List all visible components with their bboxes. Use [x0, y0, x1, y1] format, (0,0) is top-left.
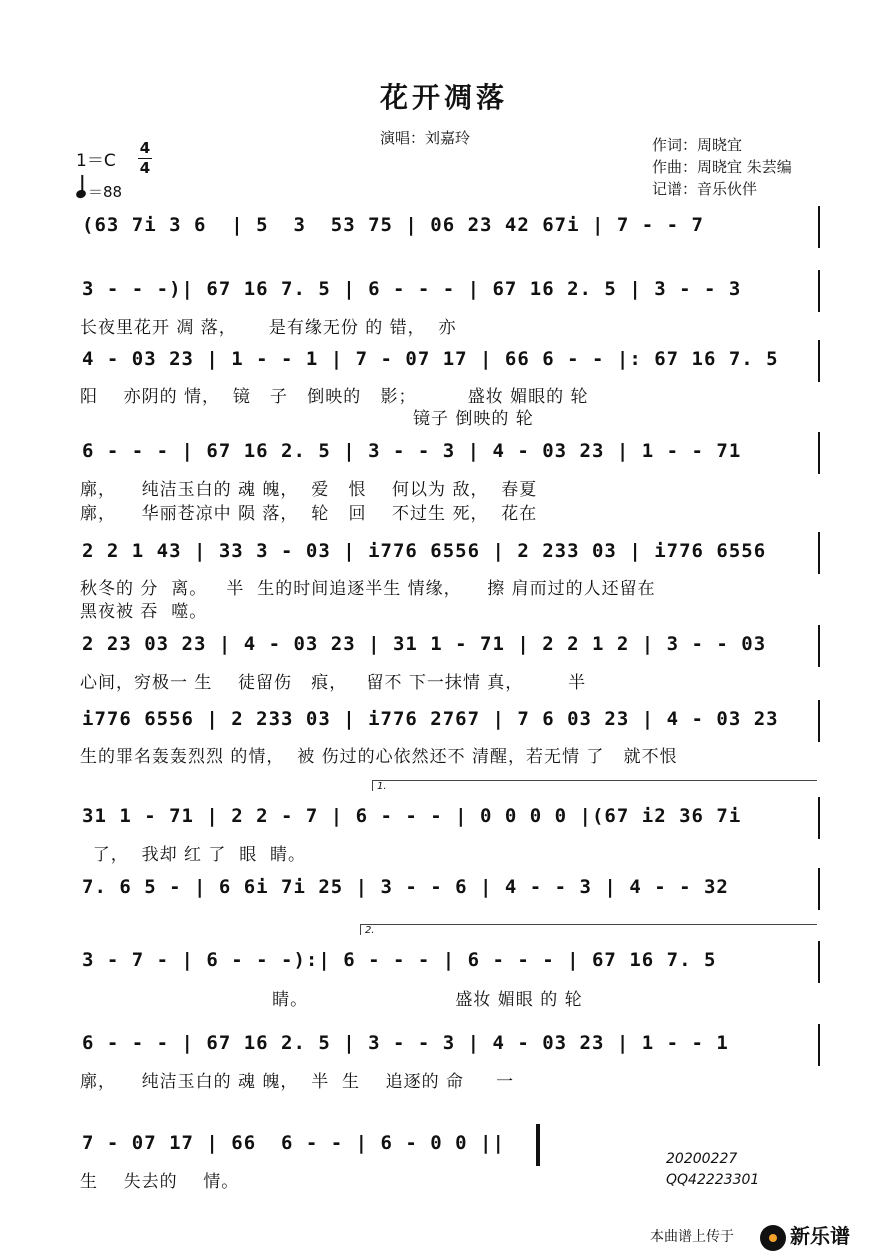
lyric-line: 镜子 倒映的 轮	[80, 409, 534, 429]
barline	[818, 432, 820, 474]
lyric-line: 廓， 纯洁玉白的 魂 魄， 半 生 追逐的 命 一	[80, 1072, 515, 1092]
composer-credit: 作曲：周晓宜 朱芸编	[652, 158, 792, 176]
time-signature	[138, 140, 152, 177]
row-notes: 2 23 03 23 | 4 - 03 23 | 31 1 - 71 | 2 2 1 2 | 3 - - 03	[82, 633, 767, 655]
score-row	[76, 206, 822, 248]
row-notes: i776 6556 | 2 233 03 | i776 2767 | 7 6 03 23 | 4 - 03 23	[82, 708, 779, 730]
row-notes: 3 - 7 - | 6 - - -):| 6 - - - | 6 - - - | 67 16 7. 5	[82, 949, 717, 971]
tempo-marking	[76, 181, 122, 202]
time-signature-bottom: 4	[139, 159, 151, 177]
lyric-line: 廓， 华丽苍凉中 陨 落， 轮 回 不过生 死， 花在	[80, 504, 538, 524]
lyricist-credit: 作词：周晓宜	[652, 136, 743, 154]
barline	[818, 700, 820, 742]
score-row	[76, 868, 822, 910]
barline	[818, 941, 820, 983]
row-notes: 7. 6 5 - | 6 6i 7i 25 | 3 - - 6 | 4 - - 3 | 4 - - 32	[82, 876, 729, 898]
lyric-line: 廓， 纯洁玉白的 魂 魄， 爱 恨 何以为 敌， 春夏	[80, 480, 538, 500]
quarter-note-icon	[75, 189, 87, 200]
score-row	[76, 700, 822, 742]
score-row	[76, 432, 822, 474]
row-notes: 6 - - - | 67 16 2. 5 | 3 - - 3 | 4 - 03 23 | 1 - - 1	[82, 1032, 729, 1054]
upload-text: 本曲谱上传于	[650, 1229, 734, 1245]
row-notes: 2 2 1 43 | 33 3 - 03 | i776 6556 | 2 233 03 | i776 6556	[82, 540, 767, 562]
score-row	[76, 625, 822, 667]
barline	[818, 868, 820, 910]
singer-credit: 演唱：刘嘉玲	[380, 129, 471, 147]
lyric-line: 长夜里花开 凋 落， 是有缘无份 的 错， 亦	[80, 318, 457, 338]
page-title: 花开凋落	[379, 81, 508, 114]
second-ending-label: 2.	[360, 924, 817, 935]
score-row	[76, 340, 822, 382]
lyric-line: 了， 我却 红 了 眼 睛。	[80, 845, 307, 865]
transcriber-credit: 记谱：音乐伙伴	[652, 180, 758, 198]
lyric-line: 生的罪名轰轰烈烈 的情， 被 伤过的心依然还不 清醒，若无情 了 就不恨	[80, 747, 678, 767]
row-notes: 6 - - - | 67 16 2. 5 | 3 - - 3 | 4 - 03 23 | 1 - - 71	[82, 440, 742, 462]
barline	[818, 532, 820, 574]
lyric-line: 睛。 盛妆 媚眼 的 轮	[80, 990, 583, 1010]
site-name: 新乐谱	[790, 1224, 850, 1248]
time-signature-top: 4	[139, 139, 151, 157]
barline	[818, 270, 820, 312]
key-signature: 1＝C	[76, 151, 116, 171]
row-notes: 3 - - -)| 67 16 7. 5 | 6 - - - | 67 16 2. 5 | 3 - - 3	[82, 278, 742, 300]
barline	[818, 340, 820, 382]
record-disc-icon	[760, 1225, 786, 1251]
score-row	[76, 797, 822, 839]
row-notes: 31 1 - 71 | 2 2 - 7 | 6 - - - | 0 0 0 0 |(67 i2 36 7i	[82, 805, 742, 827]
lyric-line: 心间，穷极一 生 徒留伤 痕， 留不 下一抹情 真， 半	[80, 673, 587, 693]
row-notes: 4 - 03 23 | 1 - - 1 | 7 - 07 17 | 66 6 - - |: 67 16 7. 5	[82, 348, 779, 370]
row-notes: 7 - 07 17 | 66 6 - - | 6 - 0 0 ||	[82, 1132, 505, 1154]
lyric-line: 阳 亦阴的 情， 镜 子 倒映的 影； 盛妆 媚眼的 轮	[80, 387, 589, 407]
barline	[818, 797, 820, 839]
barline	[818, 625, 820, 667]
site-logo[interactable]	[760, 1220, 850, 1251]
score-row	[76, 270, 822, 312]
final-barline	[536, 1124, 540, 1166]
lyric-line: 黑夜被 吞 噬。	[80, 602, 208, 622]
score-row	[76, 1024, 822, 1066]
row-notes: (63 7i 3 6 | 5 3 53 75 | 06 23 42 67i | 7 - - 7	[82, 214, 704, 236]
score-row	[76, 941, 822, 983]
lyric-line: 生 失去的 情。	[80, 1172, 240, 1192]
date-stamp: 20200227	[666, 1151, 738, 1167]
first-ending-label: 1.	[372, 780, 817, 791]
score-row	[76, 532, 822, 574]
qq-number: QQ42223301	[666, 1172, 760, 1188]
barline	[818, 206, 820, 248]
barline	[818, 1024, 820, 1066]
tempo-value: ＝88	[88, 183, 123, 201]
lyric-line: 秋冬的 分 离。 半 生的时间追逐半生 情缘， 擦 肩而过的人还留在	[80, 579, 656, 599]
